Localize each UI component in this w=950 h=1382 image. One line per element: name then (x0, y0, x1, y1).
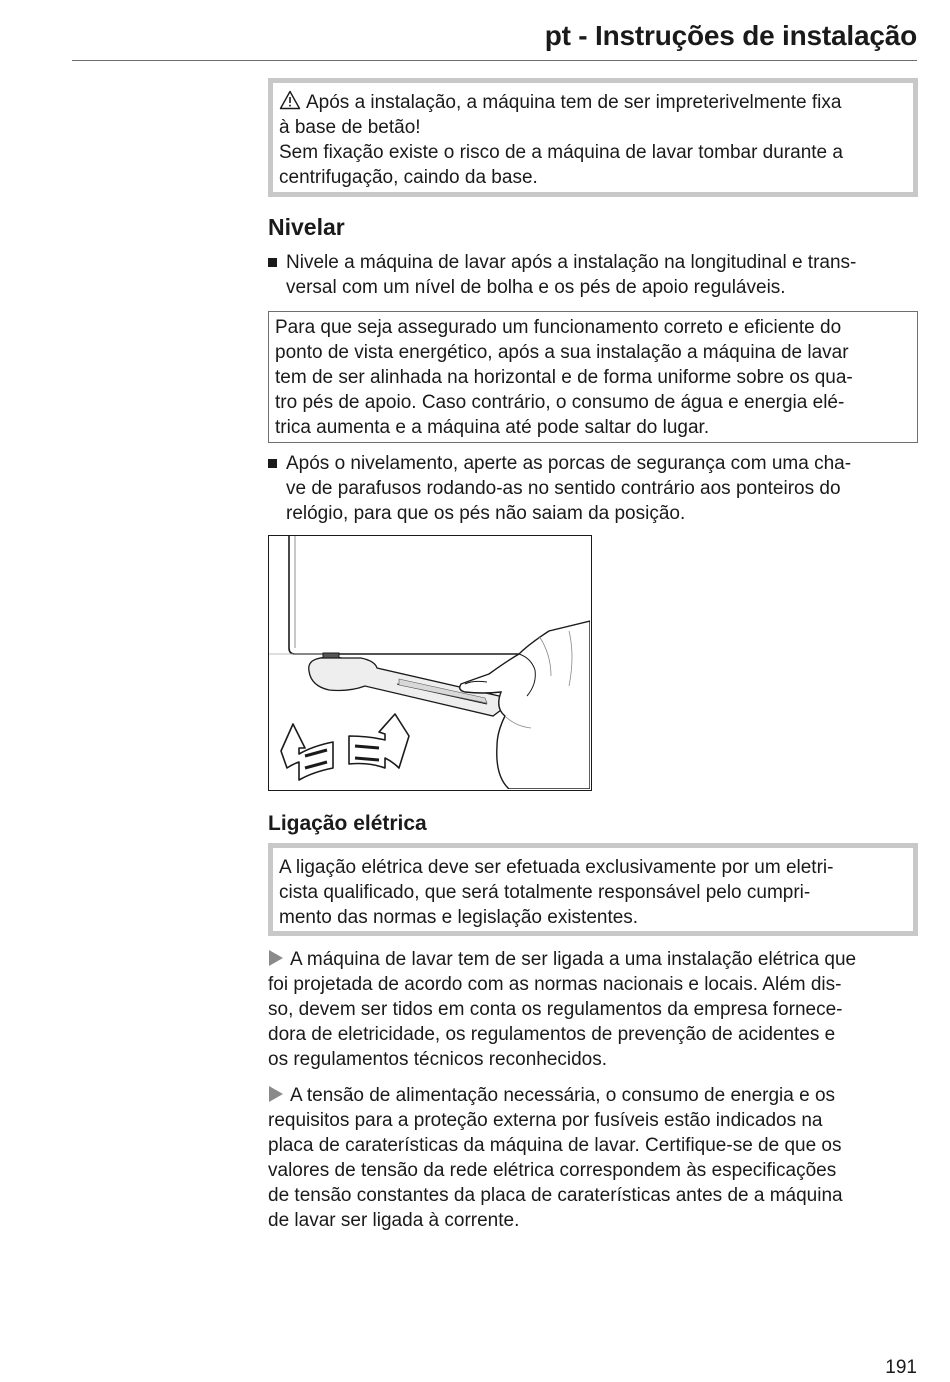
warning-box (268, 78, 918, 197)
electrical-paragraph: A máquina de lavar tem de ser ligada a uma instalação elétrica que foi projetada de acordo com as normas nacionais e locais. Além dis- so, devem ser tidos em conta os regulamentos da empresa fornece- dora de eletricidade, os regulamentos de prevenção de acidentes e os regulamentos técnicos reconhecidos. (268, 949, 857, 1070)
leveling-illustration (268, 535, 592, 791)
instruction-bullet: Nivele a máquina de lavar após a instalação na longitudinal e trans- versal com um nível de bolha e os pés de apoio reguláveis. (268, 250, 918, 300)
instruction-bullet: Após o nivelamento, aperte as porcas de segurança com uma cha- ve de parafusos rodando-as no sentido contrário aos ponteiros do relógio, para que os pés não saiam da posição. (268, 451, 918, 526)
section-heading-electrical: Ligação elétrica (268, 812, 427, 835)
warning-triangle-icon (279, 90, 301, 110)
warning-line: à base de betão! (279, 117, 421, 138)
warning-line: Sem fixação existe o risco de a máquina de lavar tombar durante a (279, 142, 843, 163)
section-heading-nivelar: Nivelar (268, 214, 345, 240)
square-bullet-icon (268, 258, 277, 267)
play-arrow-icon (268, 949, 284, 967)
wrench-illustration (269, 536, 590, 789)
warning-line: Após a instalação, a máquina tem de ser impreterivelmente fixa (279, 90, 843, 115)
header-divider (72, 60, 917, 61)
warning-line: centrifugação, caindo da base. (279, 167, 538, 188)
page-number: 191 (885, 1357, 917, 1378)
play-arrow-icon (268, 1085, 284, 1103)
page-title: pt - Instruções de instalação (544, 20, 917, 51)
electrical-paragraph: A tensão de alimentação necessária, o consumo de energia e os requisitos para a proteção externa por fusíveis estão indicados na placa de caraterísticas da máquina de lavar. Certifique-se de que os valores de tensão da rede elétrica correspondem às especificações de tensão constantes da placa de caraterísticas antes de a máquina de lavar ser ligada à corrente. (268, 1085, 843, 1231)
electrician-note-box: A ligação elétrica deve ser efetuada exclusivamente por um eletri- cista qualificado, que será totalmente responsável pelo cumpri- mento das normas e legislação existentes. (268, 843, 918, 936)
note-box-leveling: Para que seja assegurado um funcionamento correto e eficiente do ponto de vista energético, após a sua instalação a máquina de lavar tem de ser alinhada na horizontal e de forma uniforme sobre os qua- tro pés de apoio. Caso contrário, o consumo de água e energia elé- trica aumenta e a máquina até pode saltar do lugar. (268, 311, 918, 443)
square-bullet-icon (268, 459, 277, 468)
